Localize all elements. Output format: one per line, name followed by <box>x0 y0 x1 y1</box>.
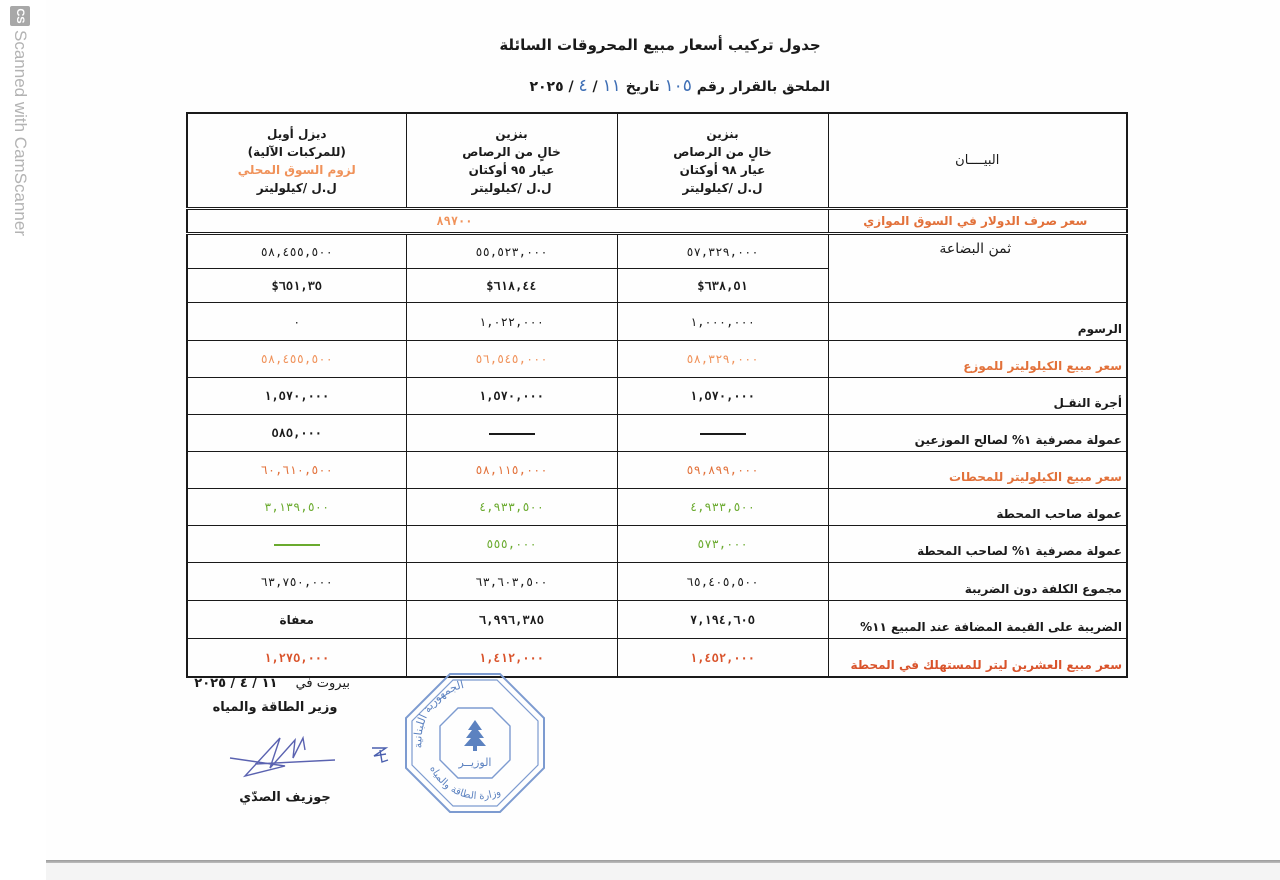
cell-value: ١,٥٧٠,٠٠٠ <box>187 378 406 415</box>
cell-value: ٣,١٣٩,٥٠٠ <box>187 489 406 526</box>
row-label: سعر مبيع الكيلوليتر للمحطات <box>828 452 1127 489</box>
cell-value: ٦١٨,٤٤$ <box>406 269 617 303</box>
row-label: الرسوم <box>828 303 1127 341</box>
table-row-station-commission <box>187 489 1127 526</box>
date-separator: / <box>592 79 598 95</box>
signing-date: ١١ / ٤ / ٢٠٢٥ <box>194 676 278 691</box>
cell-value: ٦٣,٦٠٣,٥٠٠ <box>406 563 617 601</box>
header-line: ل.ل /كيلوليتر <box>682 180 763 195</box>
camscanner-watermark <box>6 6 36 306</box>
cell-value: ٠ <box>187 303 406 341</box>
cell-value: ٧,١٩٤,٦٠٥ <box>617 601 828 639</box>
cell-exempt: معفاة <box>187 601 406 639</box>
table-row-station-price <box>187 452 1127 489</box>
minister-name: جوزيف الصدّي <box>239 790 331 805</box>
exchange-rate-row <box>187 209 1127 234</box>
header-line: بنزين <box>706 126 739 141</box>
decision-number: ١٠٥ <box>664 76 692 96</box>
column-header-diesel <box>187 113 406 209</box>
cell-value: ٥٧,٣٢٩,٠٠٠ <box>617 234 828 269</box>
cell-value: ٥٥٥,٠٠٠ <box>406 526 617 563</box>
cell-value: ١,٠٠٠,٠٠٠ <box>617 303 828 341</box>
header-line: بنزين <box>495 126 528 141</box>
row-label: عمولة مصرفية ١% لصالح الموزعين <box>828 415 1127 452</box>
cell-value: ٥٩,٨٩٩,٠٠٠ <box>617 452 828 489</box>
cell-value: ٦٥,٤٠٥,٥٠٠ <box>617 563 828 601</box>
subtitle-prefix: الملحق بالقرار رقم <box>696 79 830 95</box>
cell-value: ٥٥,٥٢٣,٠٠٠ <box>406 234 617 269</box>
cell-value: ٤,٩٣٣,٥٠٠ <box>406 489 617 526</box>
table-row-distributor-price <box>187 341 1127 378</box>
table-row-consumer-price <box>187 639 1127 678</box>
decision-month: ٤ <box>578 76 588 96</box>
cell-empty <box>187 526 406 563</box>
cell-empty <box>406 415 617 452</box>
fuel-price-table <box>186 112 1128 678</box>
seal-center-text: الوزيــر <box>458 756 492 769</box>
table-row-goods-price <box>187 234 1127 269</box>
table-row-distributor-bank-fee <box>187 415 1127 452</box>
row-label: سعر مبيع الكيلوليتر للموزع <box>828 341 1127 378</box>
header-line: (للمركبات الآلية) <box>247 144 346 159</box>
cell-value: ١,٥٧٠,٠٠٠ <box>617 378 828 415</box>
watermark-text: Scanned with CamScanner <box>11 30 30 237</box>
row-label: مجموع الكلفة دون الضريبة <box>828 563 1127 601</box>
cell-value: ٥٨٥,٠٠٠ <box>187 415 406 452</box>
ministry-seal-stamp <box>400 668 550 818</box>
cell-value: ٥٨,٤٥٥,٥٠٠ <box>187 341 406 378</box>
dash-mark <box>489 433 535 435</box>
row-label: ثمن البضاعة <box>828 234 1127 303</box>
table-row-fees <box>187 303 1127 341</box>
cell-empty <box>617 415 828 452</box>
cell-value: ٥٨,٤٥٥,٥٠٠ <box>187 234 406 269</box>
table-row-total-cost <box>187 563 1127 601</box>
seal-top-text: الجمهورية اللبنانية <box>411 678 466 749</box>
date-separator: / <box>568 79 574 95</box>
dash-mark <box>700 433 746 435</box>
header-line: ديزل أويل <box>266 126 327 141</box>
cell-value: ١,٤١٢,٠٠٠ <box>406 639 617 678</box>
exchange-rate-label: سعر صرف الدولار في السوق الموازي <box>828 209 1127 234</box>
header-line: خالٍ من الرصاص <box>673 144 772 159</box>
cell-value: ٥٦,٥٤٥,٠٠٠ <box>406 341 617 378</box>
cell-value: ١,٥٧٠,٠٠٠ <box>406 378 617 415</box>
document-subtitle <box>470 76 830 96</box>
camscanner-logo-icon: CS <box>10 6 30 26</box>
table-row-transport <box>187 378 1127 415</box>
cell-value: ٤,٩٣٣,٥٠٠ <box>617 489 828 526</box>
cell-value: ٥٨,١١٥,٠٠٠ <box>406 452 617 489</box>
row-label: عمولة صاحب المحطة <box>828 489 1127 526</box>
cell-value: ٥٨,٣٢٩,٠٠٠ <box>617 341 828 378</box>
header-line: عيار ٩٨ أوكتان <box>679 162 766 177</box>
label-column-header: البيــــان <box>828 113 1127 209</box>
table-header-row <box>187 113 1127 209</box>
exchange-rate-cell <box>187 209 828 234</box>
date-word: تاريخ <box>625 79 660 95</box>
signing-place: بيروت في <box>295 676 350 691</box>
cell-value: ١,٢٧٥,٠٠٠ <box>187 639 406 678</box>
row-label: الضريبة على القيمة المضافة عند المبيع ١١% <box>828 601 1127 639</box>
cell-value: ١,٠٢٢,٠٠٠ <box>406 303 617 341</box>
cell-value: ١,٤٥٢,٠٠٠ <box>617 639 828 678</box>
row-label: عمولة مصرفية ١% لصاحب المحطة <box>828 526 1127 563</box>
column-header-benzine95 <box>406 113 617 209</box>
header-line: ل.ل /كيلوليتر <box>256 180 337 195</box>
header-line: ل.ل /كيلوليتر <box>471 180 552 195</box>
page-bottom-margin <box>46 863 1280 880</box>
initial-mark-icon <box>368 744 392 766</box>
dash-mark <box>274 544 320 546</box>
column-header-benzine98 <box>617 113 828 209</box>
cell-value: ٦٣,٧٥٠,٠٠٠ <box>187 563 406 601</box>
header-line: خالٍ من الرصاص <box>462 144 561 159</box>
header-line: عيار ٩٥ أوكتان <box>468 162 555 177</box>
cell-value: ٦٣٨,٥١$ <box>617 269 828 303</box>
decision-year: ٢٠٢٥ <box>529 79 564 95</box>
cell-value: ٦,٩٩٦,٣٨٥ <box>406 601 617 639</box>
row-label: سعر مبيع العشرين ليتر للمستهلك في المحطة <box>828 639 1127 678</box>
cell-value: ٦٠,٦١٠,٥٠٠ <box>187 452 406 489</box>
exchange-rate-value: ٨٩٧٠٠ <box>436 214 473 228</box>
row-label: أجرة النقـل <box>828 378 1127 415</box>
table-row-station-bank-fee <box>187 526 1127 563</box>
table-row-vat <box>187 601 1127 639</box>
decision-day: ١١ <box>602 76 621 96</box>
cell-value: ٥٧٣,٠٠٠ <box>617 526 828 563</box>
minister-title: وزير الطاقة والمياه <box>212 700 338 715</box>
cell-value: ٦٥١,٣٥$ <box>187 269 406 303</box>
document-title: جدول تركيب أسعار مبيع المحروقات السائلة <box>499 36 821 54</box>
cedar-tree-icon <box>464 720 486 751</box>
seal-bottom-text: وزارة الطاقة والمياه <box>427 764 503 803</box>
signing-date-line <box>194 676 350 691</box>
header-line-highlight: لزوم السوق المحلي <box>237 162 356 177</box>
signature-icon <box>225 728 345 783</box>
